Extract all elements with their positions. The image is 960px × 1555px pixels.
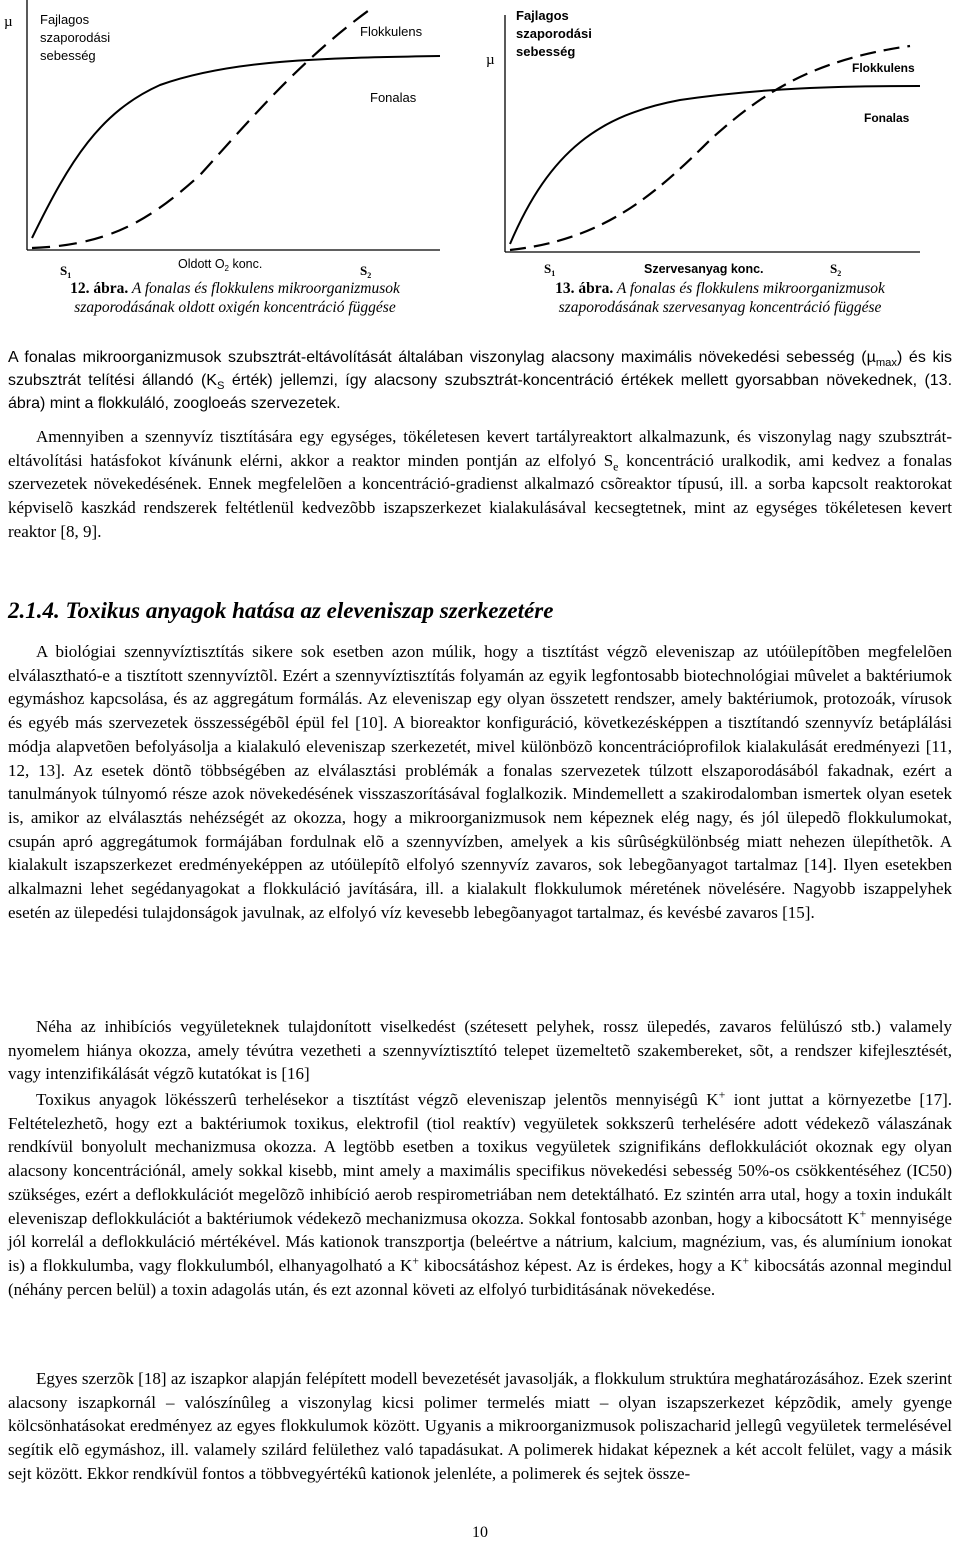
fig13-y-label: µ — [486, 52, 495, 68]
section-heading: 2.1.4. Toxikus anyagok hatása az eleveniszap szerkezetére — [8, 598, 554, 623]
figure-12 — [0, 0, 470, 280]
fig12-y-label: µ — [4, 14, 13, 30]
fig13-curve-fonalas — [510, 86, 920, 244]
fig13-curve-fonalas-label: Fonalas — [864, 111, 910, 125]
fig12-curve-flokkulens-label: Flokkulens — [360, 24, 423, 39]
paragraph-reactor: Amennyiben a szennyvíz tisztítására egy egységes, tökéletesen kevert tartályreaktort alkalmazunk, és viszonylag nagy szubsztrát-eltávolítási hatásfokot kívánunk elérni, akkor a reaktor minden pontján az elfolyó $S_e$ koncentráció uralkodik, ami kedvez a fonalas szervezetek növekedésének. Ennek megfelelõen a koncentráció-gradienst alkalmazó csõreaktor típusú, ill. a sorba kapcsolt reaktorokat képviselõ kaszkád rendszerek feltétlenül kedvezõbb iszapszerkezet kialakulásával kecsegtetnek, mint az egységes tökéletesen kevert reaktor [8, 9]. — [8, 427, 952, 541]
paragraph-sludge-age: Egyes szerzõk [18] az iszapkor alapján felépített modell bevezetését javasolják, a flokkulum struktúra meghatározásához. Ezek szerint alacsony iszapkornál – valószínûleg a viszonylag kicsi polimer termelés miatt – olyan iszapszerkezet képzõdik, amely gyenge kölcsönhatásokat eredményez az egyes flokkulumok között. Ugyanis a mikroorganizmusok poliszacharid jellegû vegyületek termelésével segítik elõ egymáshoz, ill. valamely szilárd felülethez való tapadásukat. A polimerek hidakat képeznek a két accolt felület, vagy a másik sejt között. Ekkor rendkívül fontos a többvegyértékû kationok jelenléte, a polimerek és sejtek össze- — [8, 1369, 952, 1483]
paragraph-biological: A biológiai szennyvíztisztítás sikere sok esetben azon múlik, hogy a tisztítást végzõ eleveniszap az utóülepítõben megfelelõen elválasztható-e a tisztított szennyvíztõl. Ezért a szennyvíztisztítás folyamán az egyik legfontosabb biotechnológiai mûvelet a baktériumok egymáshoz kapcsolása, és az aggregátum formálás. Az eleveniszap egy olyan összetett rendszer, amely baktériumok, protozoák, vírusok és egyéb más szervezetek összességébõl épül fel [10]. A bioreaktor konfiguráció, következésképpen a tisztítandó szennyvíz betáplálási módja alapvetõen befolyásolja a kialakuló eleveniszap szerkezetét, mivel különbözõ koncentrációprofilok kialakulását eredményezi [11, 12, 13]. Az esetek döntõ többségében az elválasztási problémák a fonalas szervezetek túlzott elszaporodásából fakadnak, ezért a tanulmányok túlnyomó része azok növekedésének visszaszorításával foglalkozik. Mindemellett a szakirodalomban ismertek olyan esetek is, amikor az elválasztás nehézségét az okozza, hogy a mikroorganizmusok nem képeznek elég nagy, és jól ülepedõ flokkulumokat, csupán apró aggregátumok formájában fordulnak elõ a szennyvízben, amelyek a kis sûrûségkülönbség miatt nehezen ülepíthetõk. A kialakult iszapszerkezet eredményeképpen az utóülepítõ elfolyó szennyvíz zavaros, sok lebegõanyagot tartalmaz [14]. Ilyen esetekben alkalmazni lehet segédanyagokat a flokkuláció javítására, ill. a kialakult flokkulumok méretének növelésére. Nagyobb iszappelyhek esetén az ülepedési tulajdonságok javulnak, az elfolyó víz kevesebb lebegõanyagot tartalmaz, és kevésbé zavaros [15]. — [8, 642, 952, 922]
fig13-curve-flokkulens — [510, 46, 910, 250]
fig13-x-axis-label: Szervesanyag konc. — [644, 262, 764, 276]
fig13-caption-number: 13. ábra. — [555, 280, 614, 297]
figure-13 — [480, 0, 960, 280]
paragraph-inhibition: Néha az inhibíciós vegyületeknek tulajdonított viselkedést (szétesett pelyhek, rossz ülepedés, zavaros felülúszó stb.) valamely nyomelem hiánya okozza, amely tévútra vezetheti a szennyvíztisztító telepet üzemeltetõ szakembereket, sõt, a rendszer kifejlesztését, vagy intenzifikálását végzõ kutatókat is [16] — [8, 1017, 952, 1084]
fig13-legend-line-1: Fajlagos — [516, 8, 569, 23]
fig13-legend-line-3: sebesség — [516, 44, 576, 59]
figure-12-caption: 12. ábra. A fonalas és flokkulens mikroorganizmusok szaporodásának oldott oxigén koncentráció függése — [70, 280, 400, 316]
fig13-tick-s1: $S_1$ — [544, 261, 556, 278]
page-number: 10 — [472, 1524, 488, 1541]
fig12-curve-fonalas-label: Fonalas — [370, 90, 417, 105]
fig12-tick-s1: $S_1$ — [60, 263, 72, 280]
fig12-legend-line-2: szaporodási — [40, 30, 111, 45]
fig12-caption-number: 12. ábra. — [70, 280, 129, 297]
fig12-legend-line-1: Fajlagos — [40, 12, 90, 27]
fig13-curve-flokkulens-label: Flokkulens — [852, 61, 915, 75]
fig13-legend-line-2: szaporodási — [516, 26, 592, 41]
fig12-legend-line-3: sebesség — [40, 48, 96, 63]
fig12-curve-fonalas — [32, 56, 440, 238]
figure-13-caption: 13. ábra. A fonalas és flokkulens mikroorganizmusok szaporodásának szervesanyag koncentráció függése — [555, 280, 885, 316]
paragraph-fonalas-intro: A fonalas mikroorganizmusok szubsztrát-eltávolítását általában viszonylag alacsony maximális növekedési sebesség (µ$_{max}$) és kis szubsztrát telítési állandó ($K_S$ érték) jellemzi, így alacsony szubsztrát-koncentráció értékek mellett gyorsabban növekednek, (13. ábra) mint a flokkuláló, zoogloeás szervezetek. — [8, 349, 953, 412]
fig13-tick-s2: $S_2$ — [830, 261, 842, 278]
paragraph-toxic: Toxikus anyagok lökésszerû terhelésekor a tisztítást végzõ eleveniszap jelentõs mennyiségû K+ iont juttat a környezetbe [17]. Feltételezhetõ, hogy ezt a baktériumok toxikus, elektrofil (tiol reaktív) vegyületek sokkszerû terhelésére adott védekezõ válaszának rendkívül bonyolult mechanizmusa okozza. A legtöbb esetben a toxikus vegyületek szignifikáns deflokkulációt okoznak egy olyan alacsony koncentrációnál, amely sokkal kisebb, mint amely a maximális specifikus növekedési sebesség 50%-os csökkentéséhez (IC50) szükséges, ezért a deflokkulációt megelõzõ inhibíció aerob respirometriában nem detektálható. Ez szintén arra utal, hogy a toxin indukált eleveniszap deflokkulációt a baktériumok védekezõ mechanizmusa okozza. Sokkal fontosabb azonban, hogy a kibocsátott K+ mennyisége jól korrelál a deflokkuláció mértékével. Más kationok transzportja (beleértve a nátrium, kalcium, magnézium, vas, és alumínium ionokat is) a flokkulumba, vagy flokkulumból, elhanyagolható a K+ kibocsátáshoz képest. Az is érdekes, hogy a K+ kibocsátás azonnal megindul (néhány percen belül) a toxin adagolás után, és ezt azonnal követi az elfolyó turbiditásának növekedése. — [8, 1087, 953, 1299]
fig12-x-axis-label: Oldott $O_2$ konc. — [178, 257, 263, 273]
fig12-tick-s2: $S_2$ — [360, 263, 372, 280]
